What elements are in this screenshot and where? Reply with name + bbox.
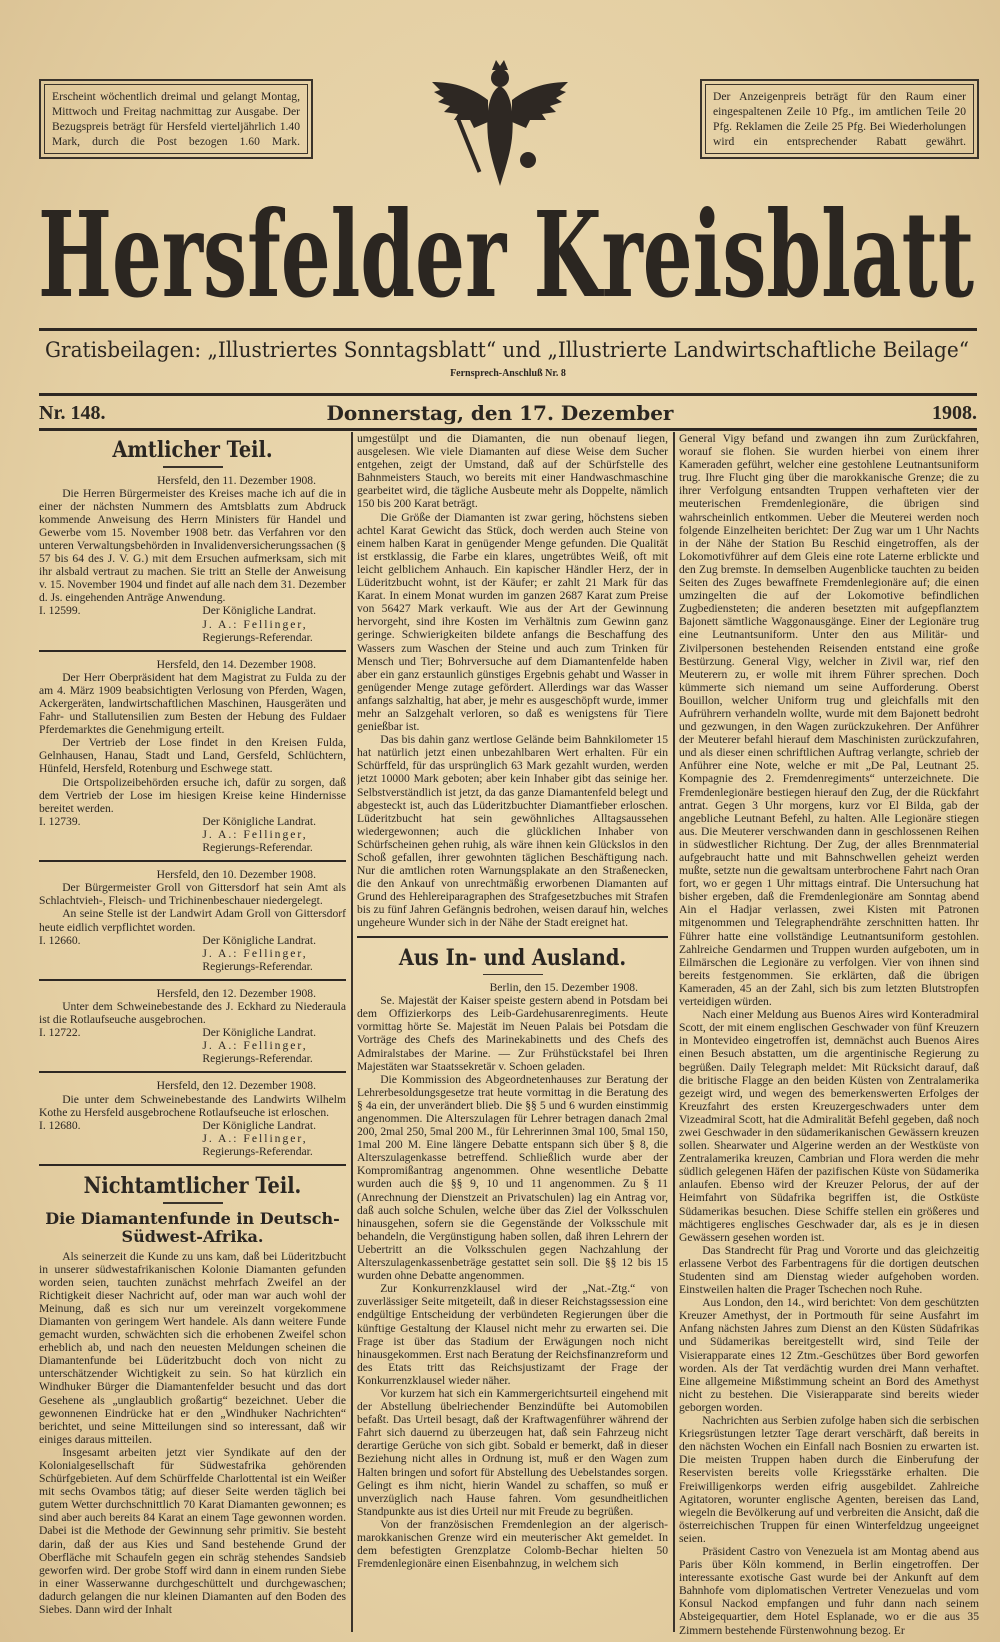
- notice-signature-block: [39, 1119, 346, 1158]
- reference-number: I. 12660.: [39, 933, 81, 947]
- signature-line: Der Königliche Landrat.: [202, 814, 316, 828]
- section-heading: Aus In- und Ausland.: [398, 944, 627, 971]
- paragraph: An seine Stelle ist der Landwirt Adam Groll von Gittersdorf heute eidlich verpflichtet worden.: [39, 907, 346, 934]
- paragraph: Nach einer Meldung aus Buenos Aires wird Konteradmiral Scott, der mit einem englischen Geschwader von fünf Kreuzern in Montevideo eingetroffen ist, demnächst auch Buenos Aires einen Besuch abstatten, um die argentinische Regierung zu begrüßen. Daily Telegraph meldet: Mit Rücksicht darauf, daß die britische Flagge an den beiden Küsten von Zentralamerika gezeigt wird, und wegen des bemerkenswerten Erfolges der Kreuzfahrt des ersten Kreuzergeschwaders unter dem Vizeadmiral Scott, hat die Admiralität Befehl gegeben, daß noch zwei Geschwader in den südamerikanischen Gewässern kreuzen sollen. Shearwater und Algerine werden an der Westküste von Zentralamerika kreuzen, Cambrian und Flora werden die mehr südlich gelegenen Häfen der pazifischen Küste von Südamerika anlaufen. Ebenso wird der Kreuzer Pelorus, der auf der Heimfahrt von Südafrika begriffen ist, die Ostküste Südamerikas besuchen. Diese Schiffe stellen ein größeres und mächtigeres englisches Geschwader dar, als es je in diesen Gewässern gesehen worden ist.: [679, 1008, 979, 1244]
- reference-number: I. 12680.: [39, 1118, 81, 1132]
- paragraph: Die Größe der Diamanten ist zwar gering, höchstens sieben achtel Karat Gewicht das Stück, doch werden auch Steine von einem halben Karat in genügender Menge gefunden. Die Qualität ist erstklassig, die Farbe ein klares, ungetrübtes Weiß, oft mit leicht gelblichem Anhauch. Ein kapischer Händler Herz, der in Lüderitzbucht wohnt, ist der Käufer; er zahlt 21 Mark für das Karat. In einem Monat wurden im ganzen 2687 Karat zum Preise von 56427 Mark verkauft. Wie aus der Art der Gewinnung hervorgeht, sind ihre Kosten im Verhältnis zum Gewinn ganz geringe. Schwierigkeiten bildete anfangs die Beschaffung des Wassers zum Waschen der Steine und auch zum Trinken für Mensch und Tier; Bohrversuche auf dem Diamantenfelde haben aber ein ganz erstaunlich günstiges Ergebnis gehabt und Wasser in genügender Menge zutage gefördert. Allerdings war das Wasser anfangs salzhaltig, hat aber, je mehr es ausgeschöpft wurde, immer mehr an Salzgehalt verloren, so daß es wenigstens für Tiere genießbar ist.: [357, 510, 668, 734]
- signature-line: Regierungs-Referendar.: [202, 841, 313, 855]
- reference-number: I. 12722.: [39, 1026, 81, 1040]
- section-divider: [39, 979, 346, 981]
- paragraph: umgestülpt und die Diamanten, die nun obenauf liegen, ausgelesen. Wie viele Diamanten auf diese Weise dem Sucher entgehen, zeigt der Umstand, daß auf der Schürfstelle des Bahnmeisters Stauch, wo bereits mit einer Handwaschmaschine gearbeitet wird, die tägliche Ausbeute mehr als Doppelte, nämlich 150 bis 200 Karat beträgt.: [357, 432, 668, 511]
- eagle-icon: [430, 56, 570, 190]
- signature-line: Regierungs-Referendar.: [202, 1052, 313, 1066]
- issue-number: Nr. 148.: [39, 402, 106, 424]
- newspaper-title: [38, 188, 976, 318]
- signature-line: J. A.: Fellinger,: [202, 827, 308, 841]
- signature-line: Regierungs-Referendar.: [202, 630, 313, 644]
- signature-line: Der Königliche Landrat.: [202, 933, 316, 947]
- advertising-rates-text: Der Anzeigenpreis beträgt für den Raum einer eingespaltenen Zeile 10 Pfg., im amtlichen Teile 20 Pfg. Reklamen die Zeile 25 Pfg. Bei Wiederholungen wird ein entsprechender Rabatt gewährt.: [705, 84, 974, 154]
- column-3: [679, 432, 979, 1637]
- dateline: Berlin, den 15. Dezember 1908.: [489, 981, 638, 995]
- paragraph: Die unter dem Schweinebestande des Landwirts Wilhelm Kothe zu Hersfeld ausgebrochene Rotlaufseuche ist erloschen.: [39, 1092, 346, 1119]
- signature-line: Regierungs-Referendar.: [202, 959, 313, 973]
- paragraph: Zur Konkurrenzklausel wird der „Nat.-Ztg.“ von zuverlässiger Seite mitgeteilt, daß in dieser Reichstagssession eine endgültige Entscheidung der verbündeten Regierungen über die künftige Gestaltung der Klausel nicht mehr zu erwarten sei. Die Frage ist über das Stadium der Erwägungen noch nicht hinausgekommen. Erst nach Beratung der Reichsfinanzreform und des Etats tritt das Reichsjustizamt der Frage der Konkurrenzklausel wieder näher.: [357, 1282, 668, 1387]
- notice-signature-block: [39, 1026, 346, 1065]
- section-divider: [39, 1164, 346, 1166]
- signature-line: Der Königliche Landrat.: [202, 1026, 316, 1040]
- paragraph: Se. Majestät der Kaiser speiste gestern abend in Potsdam bei dem Offizierkorps des Leib-Gardehusarenregiments. Heute vormittag hörte Se. Majestät im Neuen Palais bei Potsdam die Vorträge des Chefs des Marinekabinetts und des Chefs des Admiralstabes der Marine. — Zur Frühstückstafel bei Ihren Majestäten war Staatssekretär v. Schoen geladen.: [357, 994, 668, 1073]
- dateline-rule-top: [39, 393, 977, 396]
- notice-signature-block: [39, 815, 346, 854]
- masthead-rule: [39, 328, 977, 331]
- signature-line: J. A.: Fellinger,: [202, 617, 308, 631]
- article-title: Die Diamantenfunde in Deutsch-Südwest-Afrika.: [45, 1208, 340, 1246]
- reference-number: I. 12599.: [39, 604, 81, 618]
- subscription-info-text: Erscheint wöchentlich dreimal und gelangt Montag, Mittwoch und Freitag nachmittag zur Ausgabe. Der Bezugspreis beträgt für Hersfeld vierteljährlich 1.40 Mark, durch die Post bezogen 1.60 Mark.: [44, 84, 308, 154]
- paragraph: Insgesamt arbeiten jetzt vier Syndikate auf den der Kolonialgesellschaft für Südwestafrika gehörenden Schürfgebieten. Auf dem Schürffelde Charlottental ist ein Weißer mit sechs Ovambos tätig; auf dieser Seite werden täglich bei gutem Wetter durchschnittlich 70 Karat Diamanten gewonnen; es sind aber auch bereits 84 Karat an einem Tage gewonnen worden. Dabei ist die Methode der Gewinnung sehr primitiv. Sie besteht darin, daß der aus Kies und Sand bestehende Grund der Oberfläche mit Schaufeln gegen ein schräg stehendes Sandsieb geworfen wird. Der grobe Stoff wird dann in einem runden Siebe in einer Wasserwanne durchgeschüttelt und durchgewaschen; dadurch gelangen die nur kleinen Diamanten auf den Boden des Siebes. Dann wird der Inhalt: [39, 1445, 346, 1617]
- section-divider: [357, 936, 668, 938]
- dateline: Hersfeld, den 11. Dezember 1908.: [157, 473, 316, 487]
- paragraph: Die Kommission des Abgeordnetenhauses zur Beratung der Lehrerbesoldungsgesetze trat heute vormittag in die Beratung des § 4a ein, der unverändert blieb. Die §§ 5 und 6 wurden einstimmig angenommen. Die Alterszulagen für Lehrer betragen danach 2mal 200, 2mal 250, 5mal 200 M., für Lehrerinnen 3mal 100, 5mal 150, 1mal 200 M. Eine längere Debatte entspann sich über § 8, die Alterszulagenkasse betreffend. Schließlich wurde aber der Kompromißantrag angenommen. Ohne wesentliche Debatte wurden auch die §§ 9, 10 und 11 angenommen. Zu § 11 (Anrechnung der Dienstzeit an Privatschulen) lag ein Antrag vor, daß auch solche Schulen, welche über das Ziel der Volksschulen hinausgehen, sofern sie die Gegenstände der Volksschule mit behandeln, die Vergünstigung haben sollen, daß ihren Lehrern der Uebertritt an die Volksschulen gegen Nachzahlung der Alterszulagenkassenbeträge gestattet sein soll. Die §§ 12 bis 15 wurden ohne Debatte angenommen.: [357, 1072, 668, 1283]
- supplements-line: [45, 336, 971, 364]
- heading-underline: [163, 1202, 223, 1204]
- column-divider: [351, 432, 353, 1632]
- column-1: [39, 432, 346, 1637]
- dateline: Hersfeld, den 12. Dezember 1908.: [156, 986, 316, 1000]
- paragraph: Das bis dahin ganz wertlose Gelände beim Bahnkilometer 15 hat natürlich jetzt einen unbezahlbaren Wert erhalten. Für ein Schürffeld, für das ursprünglich 63 Mark gezahlt wurden, werden jetzt 10000 Mark geboten; aber kein Inhaber gibt das seinige her. Selbstverständlich ist jetzt, da das ganze Diamantenfeld belegt und abgesteckt ist, auch das Lüderitzbuchter Diamantfieber erloschen. Lüderitzbucht hat sein gewöhnliches Alltagsaussehen wiedergewonnen; auch die glücklichen Inhaber von Schürfscheinen gehen ruhig, als wäre ihnen kein Glückslos in den Schoß gefallen, ihrer gewohnten täglichen Beschäftigung nach. Nur die amtlichen roten Warnungsplakate an den Straßenecken, die den Ankauf von unrechtmäßig erworbenen Diamanten auf Grund des Hehlereiparagraphen des Strafgesetzbuches mit Strafen bis zu fünf Jahren Gefängnis bedrohen, weisen darauf hin, welches ungeheure Wunder sich in der Nähe der Stadt ereignet hat.: [357, 733, 668, 930]
- signature-line: Der Königliche Landrat.: [202, 604, 316, 618]
- reference-number: I. 12739.: [39, 814, 81, 828]
- dateline: Hersfeld, den 10. Dezember 1908.: [156, 868, 316, 882]
- paragraph: Unter dem Schweinebestande des J. Eckhard zu Niederaula ist die Rotlaufseuche ausgebrochen.: [39, 999, 346, 1027]
- section-heading: Nichtamtlicher Teil.: [83, 1173, 302, 1199]
- signature: [202, 1119, 346, 1158]
- paragraph: Das Standrecht für Prag und Vororte und das gleichzeitig erlassene Verbot des Farbentragens für die dortigen deutschen Studenten sind am Dienstag wieder aufgehoben worden. Einstweilen halten die Prager Tschechen noch Ruhe.: [679, 1243, 979, 1297]
- paragraph: Vor kurzem hat sich ein Kammergerichtsurteil eingehend mit der Abstellung übelriechender Benzindüfte bei Automobilen befaßt. Das Urteil besagt, daß der Kraftwagenführer während der Fahrt sich dauernd zu überzeugen hat, daß sein Fahrzeug nicht derartige Gerüche von sich gibt. Sobald er bemerkt, daß in dieser Beziehung nicht alles in Ordnung ist, muß er den Wagen zum Halten bringen und sofort für Abstellung des Uebelstandes sorgen. Gelingt es ihm nicht, hierin Wandel zu schaffen, so muß er unverzüglich nach Hause fahren. Vom gesundheitlichen Standpunkte aus ist dies Urteil nur mit Freude zu begrüßen.: [357, 1386, 668, 1518]
- issue-year: 1908.: [932, 402, 977, 424]
- paragraph: Nachrichten aus Serbien zufolge haben sich die serbischen Kriegsrüstungen letzter Tage derart verschärft, daß bereits in den nächsten Wochen ein Einfall nach Bosnien zu erwarten ist. Die meisten Truppen haben durch die Einberufung der Reservisten bereits volle Kriegsstärke erhalten. Die Freiwilligenkorps werden eifrig ausgebildet. Zahlreiche Agitatoren, worunter englische Agenten, bereisen das Land, wiegeln die Bevölkerung auf und verbreiten die Ansicht, daß die österreichischen Truppen für einen Winterfeldzug ungeeignet seien.: [679, 1414, 979, 1545]
- section-divider: [39, 860, 346, 862]
- notice-signature-block: [39, 604, 346, 643]
- dateline-rule-bottom: [39, 428, 977, 431]
- advertising-rates-box: [700, 79, 979, 159]
- heading-underline: [163, 466, 223, 468]
- paragraph: Aus London, den 14., wird berichtet: Von dem geschützten Kreuzer Amethyst, der in Portmouth für seine Ausfahrt im Anfang nächsten Jahres zum Dienst an den Küsten Südafrikas und Südamerikas bereitgestellt wird, sind Teile der Visierapparate eines 12 Ztm.-Geschützes über Bord geworfen worden. Als der Tat verdächtig wurden drei Mann verhaftet. Eine allgemeine Mißstimmung scheint an Bord des Amethyst nicht zu bestehen. Die Visierapparate sind bereits wieder geborgen worden.: [679, 1296, 979, 1414]
- signature: [202, 1026, 346, 1065]
- signature-line: Der Königliche Landrat.: [202, 1118, 316, 1132]
- signature-line: J. A.: Fellinger,: [202, 946, 308, 960]
- signature: [202, 604, 346, 643]
- heading-underline: [483, 974, 543, 976]
- section-divider: [39, 1071, 346, 1073]
- signature: [202, 815, 346, 854]
- telephone-line: Fernsprech-Anschluß Nr. 8: [450, 368, 566, 379]
- dateline: Hersfeld, den 12. Dezember 1908.: [156, 1079, 316, 1093]
- supplements-text: Gratisbeilagen: „Illustriertes Sonntagsblatt“ und „Illustrierte Landwirtschaftliche Beilage“: [45, 338, 969, 362]
- signature-line: Regierungs-Referendar.: [202, 1144, 313, 1158]
- section-heading: Amtlicher Teil.: [112, 437, 273, 463]
- issue-date: Donnerstag, den 17. Dezember: [326, 401, 674, 425]
- subscription-info-box: [39, 79, 313, 159]
- signature-line: J. A.: Fellinger,: [202, 1039, 308, 1053]
- dateline: Hersfeld, den 14. Dezember 1908.: [156, 657, 316, 671]
- paragraph: Als seinerzeit die Kunde zu uns kam, daß bei Lüderitzbucht in unserer südwestafrikanischen Kolonie Diamanten gefunden worden seien, tauchten zunächst mehrfach Zweifel an der Richtigkeit dieser Nachricht auf, oder man war auch wohl der Meinung, daß es sich nur um vereinzelt vorgekommene Diamanten von geringem Wert handele. Als dann weitere Funde gemacht wurden, schwächten sich die erhobenen Zweifel schon erheblich ab, und nach den neuesten Meldungen scheinen die Diamantenfunde bei Lüderitzbucht doch von nicht zu unterschätzender Wichtigkeit zu sein. So hat kürzlich ein Windhuker Bürger die Diamantenfelder besucht und das dort Gesehene als „unglaublich großartig“ bezeichnet. Ueber die gewonnenen Eindrücke hat er den „Windhuker Nachrichten“ berichtet, und seine Mitteilungen sind so interessant, daß wir einiges daraus mitteilen.: [39, 1249, 346, 1446]
- paragraph: Die Ortspolizeibehörden ersuche ich, dafür zu sorgen, daß dem Vertrieb der Lose im hiesigen Kreise keine Hindernisse bereitet werden.: [39, 775, 346, 815]
- column-2: [357, 432, 668, 1637]
- paragraph: Präsident Castro von Venezuela ist am Montag abend aus Paris über Köln kommend, in Berlin eingetroffen. Der interessante exotische Gast wurde bei der Ankunft auf dem Bahnhofe vom diplomatischen Vertreter Venezuelas und vom Konsul Nackod empfangen und fuhr dann nach seinem Absteigequartier, dem Hotel Esplanade, wo er die aus 35 Zimmern bestehende Fürstenwohnung bezog. Er: [679, 1544, 979, 1637]
- paragraph: Der Vertrieb der Lose findet in den Kreisen Fulda, Gelnhausen, Hanau, Stadt und Land, Gersfeld, Schlüchtern, Hünfeld, Hersfeld, Rotenburg und Eschwege statt.: [39, 736, 346, 776]
- newspaper-title-text: Hersfelder Kreisblatt: [38, 188, 974, 318]
- paragraph: Der Herr Oberpräsident hat dem Magistrat zu Fulda zu der am 4. März 1909 beabsichtigten Verlosung von Pferden, Wagen, Ackergeräten, landwirtschaftlichen Maschinen, Hausgeräten und Fahr- und Stallutensilien zum Besten der Hebung des Fuldaer Pferdemarktes die Genehmigung erteilt.: [39, 670, 346, 737]
- signature-line: J. A.: Fellinger,: [202, 1131, 308, 1145]
- section-divider: [39, 650, 346, 652]
- paragraph: Von der französischen Fremdenlegion an der algerisch-marokkanischen Grenze wird ein meuterischer Akt gemeldet. In dem befestigten Grenzplatze Colomb-Bechar hielten 50 Fremdenlegionäre einen Eisenbahnzug, in welchem sich: [357, 1517, 668, 1571]
- paragraph: Die Herren Bürgermeister des Kreises mache ich auf die in einer der nächsten Nummern des Amtsblatts zum Abdruck kommende Anweisung des Herrn Ministers für Handel und Gewerbe vom 15. November 1908 betr. das Verfahren vor den unteren Verwaltungsbehörden in Invalidenversicherungssachen (§ 57 bis 64 des J. V. G.) mit dem Ersuchen aufmerksam, sich mit ihr alsbald vertraut zu machen. Sie tritt an Stelle der Anweisung v. 15. November 1904 und findet auf alle nach dem 31. Dezember d. Js. eingehenden Anträge Anwendung.: [39, 486, 346, 605]
- signature: [202, 934, 346, 973]
- paragraph: General Vigy befand und zwangen ihn zum Zurückfahren, worauf sie flohen. Sie wurden hierbei von einem ihrer Kameraden geführt, welcher eine gestohlene Leutnantsuniform trug. Ihre Flucht ging über die marokkanische Grenze; die zu ihrer Verfolgung entsandten Truppen verhafteten vier der meuterischen Fremdenlegionäre, die übrigen sind wahrscheinlich entkommen. Ueber die Meuterei werden noch folgende Einzelheiten berichtet: Der Zug war um 1 Uhr Nachts in der Nähe der Station Bu Reschid eingetroffen, als der Lokomotivführer auf dem Gleis eine rote Laterne erblickte und den Zug bremste. In demselben Augenblicke tauchten zu beiden Seiten des Zuges bewaffnete Fremdenlegionäre auf; die einen umzingelten die auf der Lokomotive befindlichen Zugbediensteten; die anderen besetzten mit aufgepflanztem Bajonett sämtliche Waggonausgänge. Einer der Legionäre trug eine Leutnantsuniform. Unter den aus Militär- und Zivilpersonen bestehenden Reisenden entstand eine große Bestürzung. General Vigy, welcher in Zivil war, rief den Meuterern zu, er wolle mit ihrem Führer sprechen. Doch kümmerte sich niemand um seine Aufforderung. Oberst Bouillon, welcher Uniform trug und gleichfalls mit den Aufrührern verhandeln wollte, wurde mit dem Bajonett bedroht und gezwungen, in den Wagen zurückzukehren. Der Anführer der Meuterer befahl hierauf dem Maschinisten zurückzufahren, und als dieser einen schriftlichen Auftrag verlangte, schrieb der Anführer eine Note, welche er mit „De Pal, Leutnant 25. Kompagnie des 2. Fremdenregiments“ unterzeichnete. Die Fremdenlegionäre bestiegen hierauf den Zug, der die Rückfahrt antrat. Gegen 3 Uhr morgens, kurz vor El Bilda, gab der angebliche Leutnant Befehl, zu halten. Alle Legionäre stiegen aus. Die Meuterer verschwanden dann in geschlossenen Reihen in südwestlicher Richtung. Der Zug, der alles Brennmaterial aufgebraucht hatte und mit Bahnschwellen geheizt werden mußte, setzte nun die gewaltsam unterbrochene Fahrt nach Oran fort, wo er gegen 1 Uhr mittags eintraf. Die Untersuchung hat bisher ergeben, daß die Fremdenlegionäre am Sonntag abend Ain el Hadjar verlassen, zwei Kisten mit Patronen mitgenommen und Telegraphendrähte zerschnitten hatten. Ihr Führer hatte eine vollständige Leutnantsuniform gestohlen. Zahlreiche Gendarmen und Truppen wurden aufgeboten, um in Eilmärschen die Legionäre zu verfolgen. Vier von ihnen sind bereits festgenommen. Sie erklärten, daß die übrigen Kameraden, 45 an der Zahl, sich bis zum letzten Blutstropfen verteidigen würden.: [679, 432, 979, 1009]
- column-divider: [673, 432, 675, 1632]
- paragraph: Der Bürgermeister Groll von Gittersdorf hat sein Amt als Schlachtvieh-, Fleisch- und Trichinenbeschauer niedergelegt.: [39, 881, 346, 908]
- notice-signature-block: [39, 934, 346, 973]
